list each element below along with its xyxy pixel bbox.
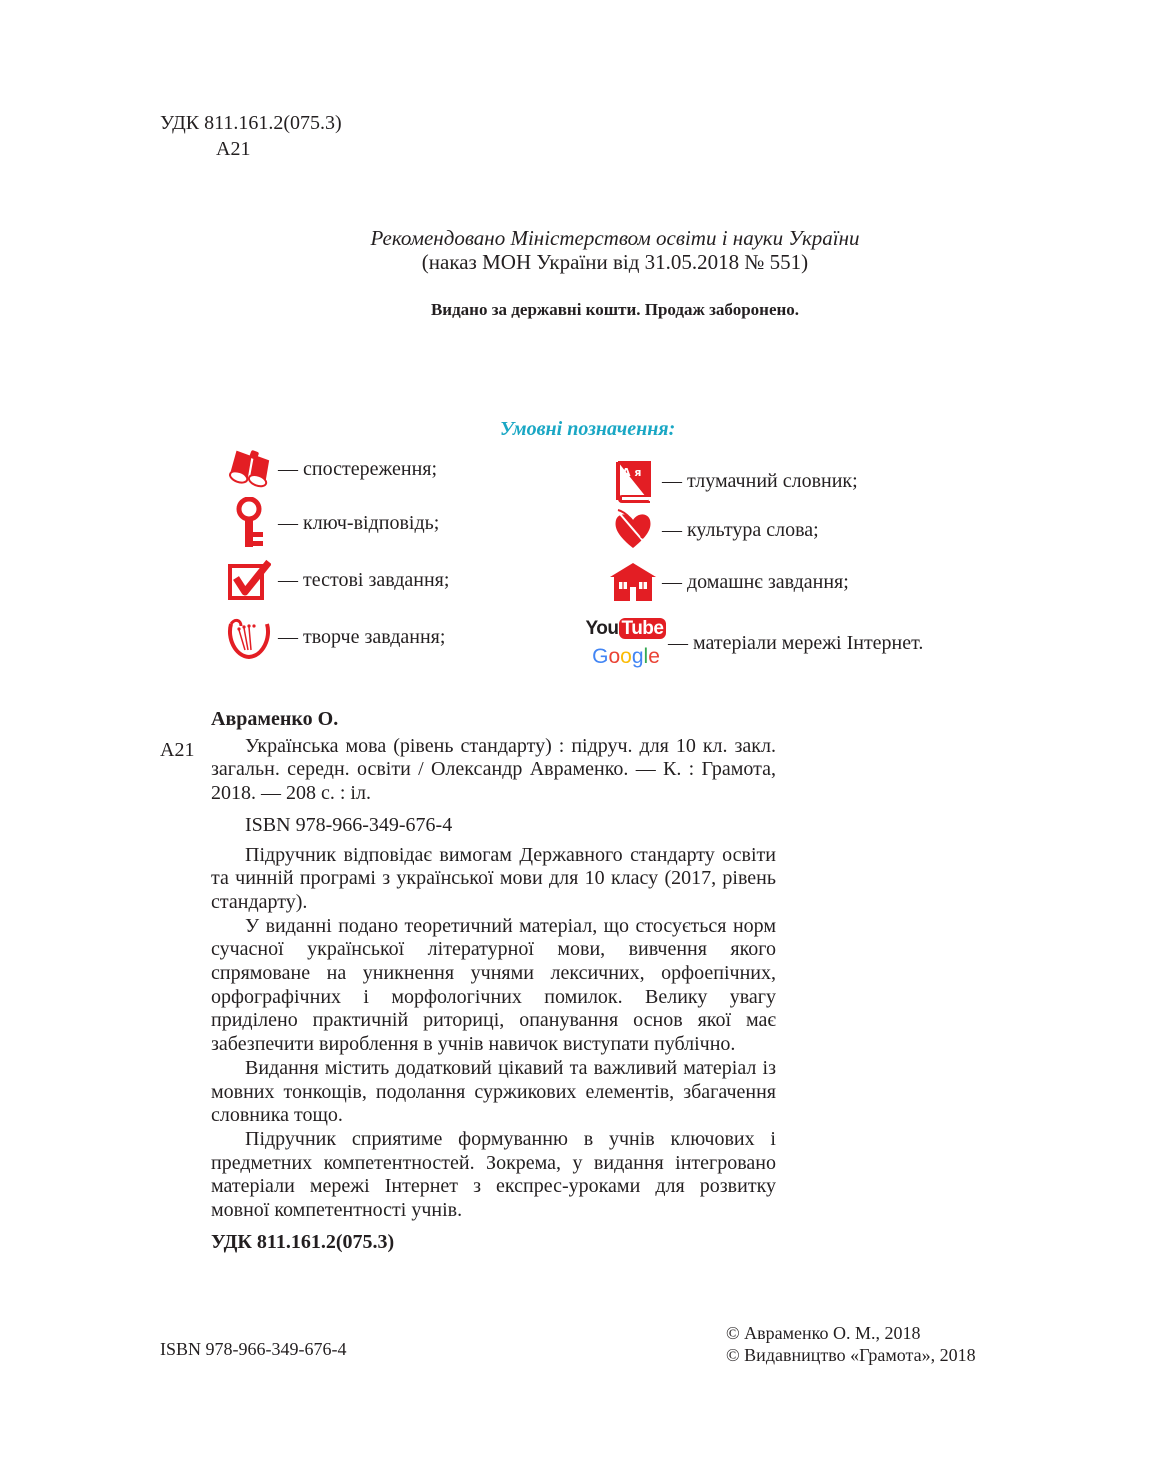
annotation-paragraph: Видання містить додатковий цікавий та важливий матеріал із мовних тонкощів, подолання суржикових елементів, збагачення словника тощо. [211,1056,776,1127]
checkbox-icon [224,557,274,603]
udk-footer: УДК 811.161.2(075.3) [211,1230,395,1253]
house-icon [608,559,658,605]
dictionary-letters: А я [622,466,642,479]
legend-label: — творче завдання; [278,625,446,648]
legend-homework [608,559,849,605]
legend-observation [224,446,437,492]
binoculars-icon [224,446,274,492]
annotation-paragraph: У виданні подано теоретичний матеріал, що стосується норм сучасної української літературної мови, вивчення якого спрямоване на уникнення учнями лексичних, орфоепічних, орфографічних і морфологічних помилок. Велику увагу приділено практичній риториці, опанування основ якої має забезпечити вироблення в учнів навичок виступати публічно. [211,914,776,1056]
legend-word-culture [608,507,819,553]
legend-label: — ключ-відповідь; [278,511,440,534]
udk-header: УДК 811.161.2(075.3) [160,112,342,134]
legend-label: — тлумачний словник; [662,469,858,492]
dictionary-book-icon [608,458,658,504]
copyright-publisher: © Видавництво «Грамота», 2018 [726,1345,976,1365]
legend-label: — спостереження; [278,457,438,480]
footer-isbn: ISBN 978-966-349-676-4 [160,1339,347,1359]
annotation-paragraph: Підручник сприятиме формуванню в учнів ключових і предметних компетентностей. Зокрема, у видання інтегровано матеріали мережі Інтернет з експрес-уроками для розвитку мовної компетентності учнів. [211,1127,776,1222]
isbn-line: ISBN 978-966-349-676-4 [245,813,453,836]
youtube-logo: You Tube [586,616,667,642]
book-title-line: Українська мова (рівень стандарту) : підруч. для 10 кл. закл. [245,734,776,757]
annotation-paragraph: Підручник відповідає вимогам Державного стандарту освіти та чинній програмі з української мови для 10 класу (2017, рівень стандарту). [211,843,776,913]
google-logo: Google [592,645,660,668]
recommendation-line: Рекомендовано Міністерством освіти і науки України [370,226,860,250]
legend-label: — тестові завдання; [278,568,450,591]
catalog-code: А21 [160,739,195,761]
legend-title: Умовні позначення: [500,418,676,440]
legend-tests [224,557,449,603]
catalog-code-header: А21 [216,138,251,160]
author-name: Авраменко О. [211,708,339,730]
catalog-description [211,708,776,1254]
order-line: (наказ МОН України від 31.05.2018 № 551) [421,250,809,274]
lyre-icon [224,614,274,660]
legend-label: — домашнє завдання; [662,570,849,593]
youtube-google-icon [585,616,664,670]
key-icon [224,497,274,549]
legend-dictionary [608,458,858,504]
book-title-continuation: загальн. середн. освіти / Олександр Авраменко. — К. : Грамота, 2018. — 208 с. : іл. [211,758,776,805]
legend-internet [585,616,924,670]
state-funds-notice: Видано за державні кошти. Продаж заборонено. [430,300,800,319]
legend-key [224,497,439,549]
heart-quill-icon [608,507,658,553]
copyright-author: © Авраменко О. М., 2018 [726,1323,921,1343]
legend-label: — матеріали мережі Інтернет. [668,631,924,654]
legend-label: — культура слова; [662,518,819,541]
legend-creative [224,614,445,660]
